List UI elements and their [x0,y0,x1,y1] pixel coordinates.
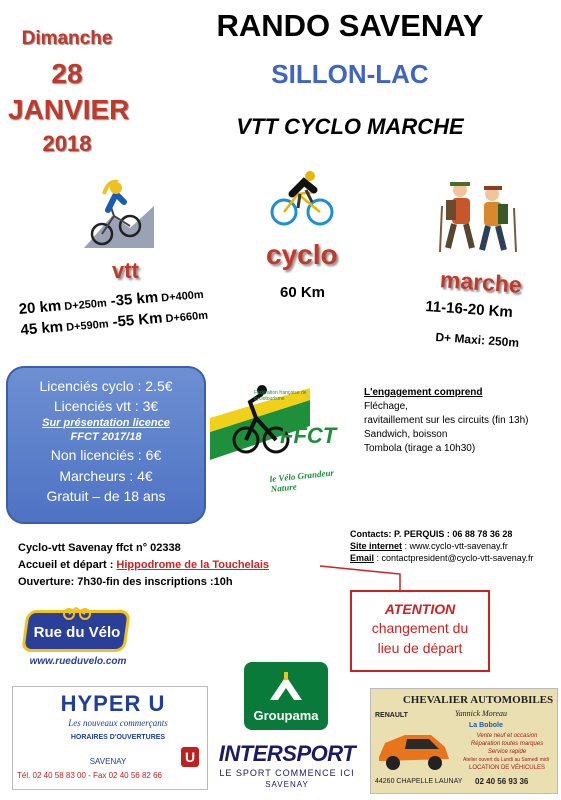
price-note-2: FFCT 2017/18 [70,431,142,443]
ffct-slogan: le Vélo Grandeur Nature [269,467,335,495]
club-ouverture: Ouverture: 7h30-fin des inscriptions :10h [18,576,233,588]
engagement-item: Sandwich, boisson [364,429,448,440]
chevalier-owner: Yannick Moreau [454,709,508,718]
date-day-name: Dimanche [21,28,113,49]
chevalier-service-4: Atelier ouvert du Lundi au Samedi midi [463,757,549,763]
chevalier-service-3: Service rapide [487,749,527,755]
hyper-u-city: SAVENAY [89,757,127,766]
engagement-item: ravitaillement sur les circuits (fin 13h) [364,415,529,426]
contact-site [350,540,560,552]
road-cyclist-icon [270,168,334,228]
price-vtt: Licenciés vtt : 3€ [53,398,159,414]
club-section [18,540,348,591]
prices-box [6,366,206,524]
car-icon [375,727,453,773]
chevalier-service-1: Vente neuf et occasion [476,733,538,739]
contact-phone: Contacts: P. PERQUIS : 06 88 78 36 28 [350,529,513,539]
vtt-distance-55: -55 Km [107,309,164,332]
vtt-elev-660: D+660m [162,309,209,326]
event-title: RANDO SAVENAY [216,8,484,43]
club-accueil [18,557,348,574]
renault-brand: RENAULT [375,712,408,719]
event-activities: VTT CYCLO MARCHE [236,114,464,139]
vtt-label: vtt [112,258,139,283]
vtt-elev-590: D+590m [62,318,110,335]
engagement-item: Fléchage, [364,401,408,412]
connector-line [320,560,420,594]
hyper-u-phone: Tél. 02 40 58 83 00 - Fax 02 40 56 82 66 [17,771,162,780]
intersport-city: SAVENAY [265,780,309,789]
vtt-elev-250: D+250m [60,297,108,314]
ffct-logo [210,382,350,495]
email-value[interactable]: : contactpresident@cyclo-vtt-savenay.fr [374,553,534,563]
site-value[interactable]: : www.cyclo-vtt-savenay.fr [402,541,508,551]
vtt-distances [18,277,281,342]
u-logo-icon: U [181,747,199,767]
price-non-licencies: Non licenciés : 6€ [50,447,162,463]
contacts-section [350,528,560,564]
event-subtitle: SILLON-LAC [271,59,429,89]
attention-line-1: changement du [371,620,469,636]
engagement-title: L'engagement comprend [364,387,483,398]
groupama-name: Groupama [253,708,319,723]
hyper-u-ad [12,686,208,790]
price-marcheurs: Marcheurs : 4€ [59,468,153,484]
marche-label: marche [439,266,523,298]
engagement-item: Tombola (tirage a 10h30) [364,443,476,454]
rue-du-velo-name: Rue du Vélo [33,624,121,641]
intersport-name: INTERSPORT [218,741,356,766]
vtt-distance-45: 45 km [19,318,64,339]
cyclo-label: cyclo [266,239,338,270]
cyclo-distance: 60 Km [280,284,326,301]
chevalier-name: CHEVALIER AUTOMOBILES [402,694,554,706]
marche-distances: 11-16-20 Km [424,298,514,322]
vtt-distance-20: 20 km [18,297,62,318]
price-cyclo: Licenciés cyclo : 2.5€ [39,378,173,394]
attention-box [350,590,490,672]
price-gratuit: Gratuit – de 18 ans [46,488,166,504]
hyper-u-name: HYPER U [60,691,166,716]
price-note-1: Sur présentation licence [42,417,170,429]
chevalier-badge: La Bobole [469,722,503,729]
club-name: Cyclo-vtt Savenay ffct n° 02338 [18,542,181,554]
attention-line-2: lieu de départ [377,640,463,656]
accueil-label: Accueil et départ : [18,559,117,571]
bicycle-icon [62,606,92,620]
chevalier-address: 44260 CHAPELLE LAUNAY [375,778,463,785]
chevalier-phone: 02 40 56 93 36 [475,777,529,786]
ffct-logo-text: FFCT [280,423,337,448]
hyper-u-tagline: Les nouveaux commerçants [68,718,168,728]
event-date [8,28,130,158]
marche-elevation: D+ Maxi: 250m [435,330,520,350]
rue-du-velo-logo [22,606,132,670]
hikers-icon [436,176,520,256]
site-label: Site internet [350,541,403,551]
date-year: 2018 [42,131,92,156]
hyper-u-horaires: HORAIRES D'OUVERTURES [70,734,166,741]
vtt-cyclist-icon [82,176,157,251]
date-month: JANVIER [8,94,130,125]
engagement-section [364,386,559,456]
intersport-logo [210,742,364,794]
accueil-value: Hippodrome de la Touchelais [116,559,270,571]
vtt-distance-35: -35 km [105,288,159,311]
chevalier-automobiles-ad [370,688,558,794]
intersport-tagline: LE SPORT COMMENCE ICI [219,768,355,778]
groupama-emblem-icon [266,670,306,704]
groupama-logo [244,662,328,730]
email-label: Email [350,553,375,563]
vtt-elev-400: D+400m [157,288,205,305]
rue-du-velo-url: www.rueduvelo.com [29,656,127,667]
attention-title: ATENTION [384,601,456,617]
ffct-small-text: Fédération française de cyclotourisme [254,390,307,402]
chevalier-service-2: Réparation toutes marques [470,741,544,747]
date-day: 28 [51,58,83,89]
chevalier-service-5: LOCATION DE VÉHICULES [469,765,545,771]
